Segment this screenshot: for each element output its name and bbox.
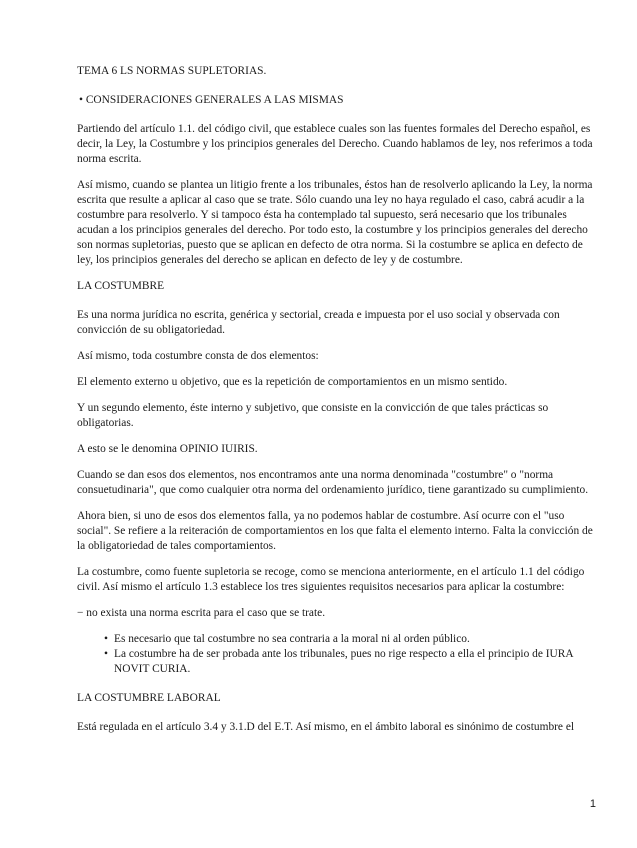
bullet-icon: • [104, 633, 108, 645]
section-heading-costumbre: LA COSTUMBRE [77, 280, 165, 292]
paragraph: El elemento externo u objetivo, que es la repetición de comportamientos en un mismo sentido. [77, 376, 508, 388]
page-number: 1 [589, 798, 596, 810]
section-heading-costumbre-laboral: LA COSTUMBRE LABORAL [77, 692, 221, 704]
paragraph: − no exista una norma escrita para el caso que se trate. [77, 607, 326, 619]
paragraph: Cuando se dan esos dos elementos, nos encontramos ante una norma denominada "costumbre" o "norma consuetudinaria", que como cualquier otra norma del ordenamiento jurídico, tiene garantizado su cumplimiento. [77, 469, 589, 496]
paragraph: Partiendo del artículo 1.1. del código civil, que establece cuales son las fuentes formales del Derecho español, es decir, la Ley, la Costumbre y los principios generales del Derecho. Cuando hablamos de ley, nos referimos a toda norma escrita. [77, 123, 593, 165]
list-item-text: La costumbre ha de ser probada ante los tribunales, pues no rige respecto a ella el principio de IURA NOVIT CURIA. [114, 648, 573, 675]
paragraph: La costumbre, como fuente supletoria se recoge, como se menciona anteriormente, en el artículo 1.1 del código civil. Así mismo el artículo 1.3 establece los tres siguientes requisitos necesarios para aplicar la costumbre: [77, 566, 585, 593]
section-heading-consideraciones: • CONSIDERACIONES GENERALES A LAS MISMAS [79, 94, 344, 106]
bullet-icon: • [104, 648, 108, 660]
list-item [104, 647, 599, 677]
paragraph: Ahora bien, si uno de esos dos elementos falla, ya no podemos hablar de costumbre. Así ocurre con el "uso social". Se refiere a la reiteración de comportamientos en los que falta el elemento interno. Falta la convicción de la obligatoriedad de tales comportamientos. [77, 510, 593, 552]
document-title: TEMA 6 LS NORMAS SUPLETORIAS. [77, 65, 267, 77]
document-page [77, 64, 599, 746]
paragraph: Así mismo, toda costumbre consta de dos elementos: [77, 350, 319, 362]
paragraph: A esto se le denomina OPINIO IUIRIS. [77, 443, 258, 455]
paragraph: Es una norma jurídica no escrita, genérica y sectorial, creada e impuesta por el uso social y observada con convicción de su obligatoriedad. [77, 309, 560, 336]
paragraph: Así mismo, cuando se plantea un litigio frente a los tribunales, éstos han de resolverlo aplicando la Ley, la norma escrita que resulte a aplicar al caso que se trate. Sólo cuando una ley no haya regulado el caso, cabrá acudir a la costumbre para resolverlo. Y si tampoco ésta ha contemplado tal supuesto, será necesario que los tribunales acudan a los principios generales del derecho. Por todo esto, la costumbre y los principios generales del derecho son normas supletorias, puesto que se aplican en defecto de otra norma. Si la costumbre se aplica en defecto de ley, los principios generales del derecho se aplican en defecto de ley y de costumbre. [77, 179, 593, 266]
list-item [104, 632, 599, 647]
paragraph: Y un segundo elemento, éste interno y subjetivo, que consiste en la convicción de que tales prácticas so obligatorias. [77, 402, 549, 429]
requirements-list [77, 632, 599, 677]
list-item-text: Es necesario que tal costumbre no sea contraria a la moral ni al orden público. [114, 633, 470, 645]
paragraph: Está regulada en el artículo 3.4 y 3.1.D del E.T. Así mismo, en el ámbito laboral es sinónimo de costumbre el [77, 721, 575, 733]
